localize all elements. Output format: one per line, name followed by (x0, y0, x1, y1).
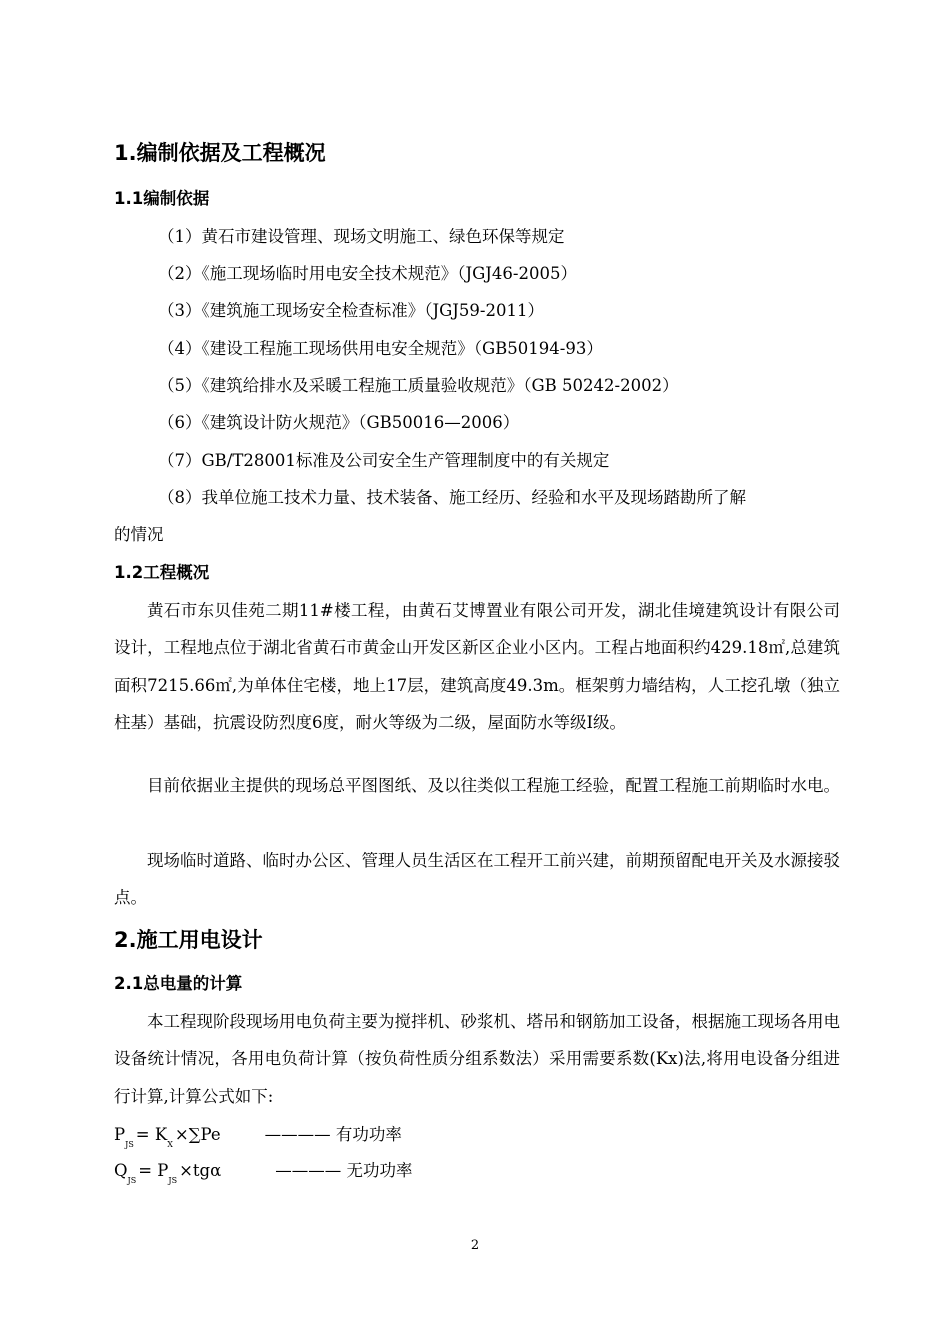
formula-subscript: X (167, 1140, 173, 1149)
basis-item-7: （7）GB/T28001标准及公司安全生产管理制度中的有关规定 (158, 451, 610, 470)
basis-item-8: （8）我单位施工技术力量、技术装备、施工经历、经验和水平及现场踏勘所了解 (158, 488, 746, 507)
basis-item-8-continued: 的情况 (114, 525, 164, 544)
basis-item-6: （6）《建筑设计防火规范》（GB50016—2006） (158, 413, 520, 432)
temporary-utilities-paragraph: 目前依据业主提供的现场总平图图纸、及以往类似工程施工经验，配置工程施工前期临时水电。 (147, 776, 840, 795)
page-number: 2 (470, 1238, 480, 1253)
formula-description: 有功功率 (335, 1125, 402, 1144)
reactive-power-formula (114, 1160, 413, 1192)
formula-equals: = (138, 1161, 153, 1180)
formula-dash: ———— (264, 1125, 331, 1144)
formula-dash: ———— (275, 1161, 342, 1180)
formula-symbol: K (154, 1125, 168, 1144)
formula-symbol: P (157, 1161, 169, 1180)
section-1-heading: 1.编制依据及工程概况 (114, 141, 326, 165)
project-overview-paragraph: 黄石市东贝佳苑二期11#楼工程，由黄石艾博置业有限公司开发，湖北佳境建筑设计有限公司设计，工程地点位于湖北省黄石市黄金山开发区新区企业小区内。工程占地面积约429.18㎡,总建筑面积7215.66㎡,为单体住宅楼，地上17层，建筑高度49.3m。框架剪力墙结构，人工挖孔墩（独立柱基）基础，抗震设防烈度6度，耐火等级为二级，屋面防水等级Ⅰ级。 (114, 601, 840, 732)
formula-subscript: JS (125, 1140, 134, 1149)
formula-subscript: JS (127, 1176, 137, 1185)
formula-expression: ×tgα (179, 1161, 222, 1180)
basis-item-2: （2）《施工现场临时用电安全技术规范》（JGJ46-2005） (158, 264, 577, 283)
basis-item-5: （5）《建筑给排水及采暖工程施工质量验收规范》（GB 50242-2002） (158, 376, 679, 395)
active-power-formula (114, 1124, 402, 1156)
formula-subscript: JS (168, 1176, 178, 1185)
temporary-facilities-paragraph: 现场临时道路、临时办公区、管理人员生活区在工程开工前兴建，前期预留配电开关及水源接驳点。 (114, 851, 840, 908)
section-1-1-heading: 1.1编制依据 (114, 189, 210, 208)
load-calculation-paragraph: 本工程现阶段现场用电负荷主要为搅拌机、砂浆机、塔吊和钢筋加工设备，根据施工现场各用电设备统计情况，各用电负荷计算（按负荷性质分组系数法）采用需要系数(Kx)法,将用电设备分组进行计算,计算公式如下: (114, 1012, 840, 1106)
basis-item-4: （4）《建设工程施工现场供用电安全规范》（GB50194-93） (158, 339, 603, 358)
formula-expression: ×∑Pe (174, 1125, 221, 1144)
formula-description: 无功功率 (346, 1161, 413, 1180)
section-2-heading: 2.施工用电设计 (114, 928, 263, 952)
formula-symbol: P (114, 1125, 126, 1144)
formula-symbol: Q (114, 1161, 128, 1180)
formula-equals: = (135, 1125, 150, 1144)
section-2-1-heading: 2.1总电量的计算 (114, 974, 243, 993)
basis-item-3: （3）《建筑施工现场安全检查标准》（JGJ59-2011） (158, 301, 544, 320)
basis-item-1: （1）黄石市建设管理、现场文明施工、绿色环保等规定 (158, 227, 565, 246)
section-1-2-heading: 1.2工程概况 (114, 563, 210, 582)
